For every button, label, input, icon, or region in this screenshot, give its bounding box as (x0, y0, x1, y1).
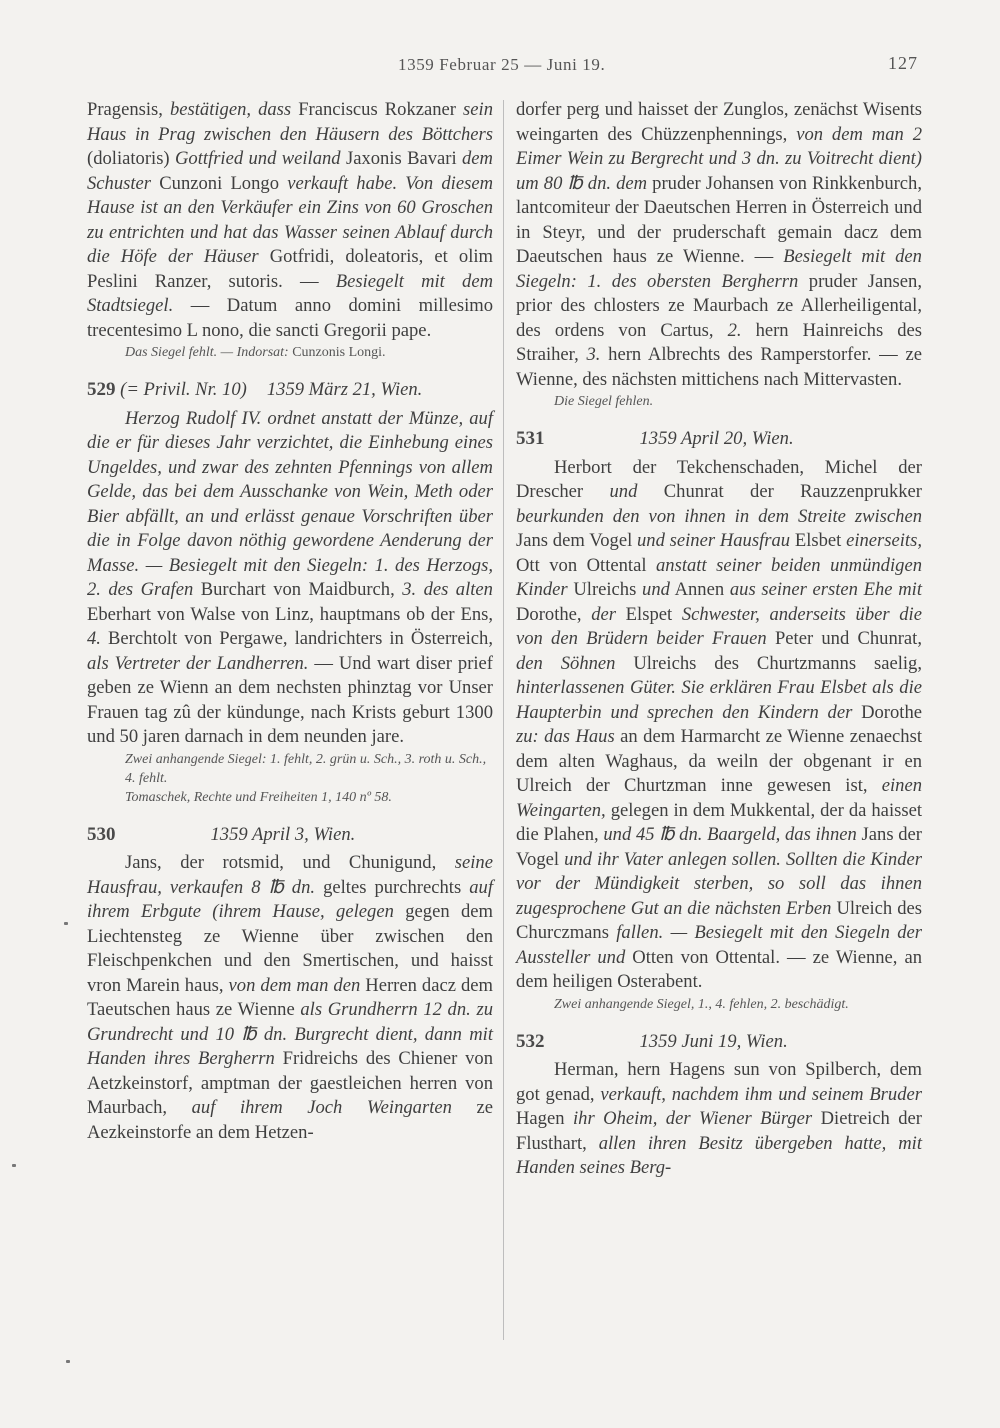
text-run: Cunzoni Longo (151, 172, 288, 194)
italic-text-run: einerseits, (846, 530, 922, 551)
left-column (87, 98, 493, 1145)
italic-text-run: 4. (87, 628, 101, 649)
right-column (516, 98, 922, 1181)
italic-text-run: zu: das Haus (516, 726, 615, 747)
column-divider (503, 100, 504, 1340)
text-run: hern Hainreichs des Straiher, (516, 319, 922, 365)
page-number: 127 (888, 53, 918, 73)
entry-number: 529 (87, 379, 116, 400)
italic-text-run: der (591, 603, 617, 625)
entry-date: 1359 März 21, Wien. (266, 379, 423, 400)
text-run: Jans der Vogel (516, 824, 922, 870)
text-run: ze Aezkeinstorfe an dem Hetzen- (87, 1097, 494, 1143)
italic-text-run: und ihr Vater anlegen sollen. Sollten die Kinder vor der Mündigkeit sterben, so soll das ihnen zugesprochene Gut an die nächsten Erben (516, 848, 922, 919)
text-run: Hagen (516, 1108, 573, 1129)
text-run: — Und wart diser prief geben ze Wienn an dem nechsten phinztag vor Unser Frauen tag zû der kündunge, nach Krists geburt 1300 und 50 jaren darnach in dem neunden jare. (87, 652, 493, 747)
entry-532-heading (516, 1030, 922, 1055)
text-run: Herren dacz dem Taeutschen haus ze Wienne (87, 974, 493, 1020)
text-run: gegen dem Liechtensteg ze Wienne über zwischen den Fleischpenkchen und den Smertischen, und haisst vron Marein haus, (87, 901, 493, 996)
entry-number: 532 (516, 1030, 545, 1052)
entry-528-continuation (87, 98, 493, 343)
italic-text-run: Herzog Rudolf IV. ordnet anstatt der Münze, auf die er für dieses Jahr verzichtet, die Einhebung eines Ungeldes, und zwar des zehnten Pfennings von allem Gelde, das bei dem Ausschanke von Wein, Meth oder Bier abfällt, an und erlässt genaue Vorschriften über die in Folge davon nöthig gewordene Aenderung der Masse. — Besiegelt mit den Siegeln: 1. des Herzogs, 2. des Grafen (87, 407, 493, 600)
entry-528-note: Das Siegel fehlt. — Indorsat: Cunzonis Longi. (125, 345, 386, 360)
italic-text-run: und (609, 481, 638, 502)
italic-text-run: 3. (586, 344, 601, 365)
italic-text-run: als Vertreter der Landherren. (87, 652, 309, 674)
italic-text-run: anstatt seiner beiden unmündigen Kinder (516, 554, 922, 600)
italic-text-run: dem Schuster (87, 148, 493, 194)
italic-text-run: Besiegelt mit dem Stadtsiegel. (87, 270, 493, 316)
italic-text-run: einen Weingarten, (516, 775, 922, 821)
italic-text-run: auf ihrem Erbgute (ihrem Hause, gelegen (87, 876, 493, 922)
text-run: Jans dem Vogel (516, 530, 637, 551)
italic-text-run: hinterlassenen Güter. Sie erklären Frau Elsbet als die Haupterbin und sprechen den Kindern der (516, 677, 922, 723)
entry-529-note: Zwei anhangende Siegel: 1. fehlt, 2. grün u. Sch., 3. roth u. Sch., 4. fehlt. (125, 751, 487, 786)
italic-text-run: auf ihrem Joch Weingarten (191, 1097, 452, 1118)
entry-number: 531 (516, 428, 545, 449)
paper-speck (66, 1360, 70, 1363)
text-run: Herbort der Tekchenschaden, Michel der Drescher (516, 456, 922, 502)
italic-text-run: Gottfried und weiland (174, 148, 341, 169)
italic-text-run: 2. (727, 319, 742, 341)
text-run: Dietreich der Flusthart, (516, 1108, 922, 1154)
text-run: geltes purchrechts (315, 876, 470, 898)
entry-date: 1359 April 3, Wien. (210, 823, 356, 845)
text-run: Annen (669, 579, 730, 600)
text-run: Elsbet (790, 530, 847, 551)
italic-text-run: als Grundherrn 12 dn. zu Grundrecht und 10 ℔ dn. Burgrecht dient, dann mit Handen ihres Bergherrn (87, 999, 493, 1069)
text-run: Pragensis, (87, 99, 170, 120)
text-run: Dorothe, (516, 603, 592, 625)
entry-531-note: Zwei anhangende Siegel, 1., 4. fehlen, 2. beschädigt. (554, 996, 849, 1012)
entry-530-continuation (516, 98, 922, 392)
entry-529-heading (87, 378, 493, 403)
entry-530-heading (87, 823, 493, 848)
running-header (0, 55, 1000, 79)
text-run: Ulreichs (567, 579, 643, 600)
italic-text-run: seine Hausfrau, verkaufen 8 ℔ dn. (87, 852, 493, 898)
text-run: Jans, der rotsmid, und Chunigund, (125, 852, 455, 873)
text-run: Ott von Ottental (516, 554, 656, 576)
text-run: Chunrat der Rauzzenprukker (637, 481, 922, 502)
entry-reference: (= Privil. Nr. 10) (120, 379, 247, 400)
text-run: hern Albrechts des Ramperstorfer. — ze Wienne, des nächsten mittichens nach Mittervasten. (516, 344, 922, 390)
entry-529-body (87, 407, 493, 750)
italic-text-run: und seiner Hausfrau (637, 530, 791, 551)
text-run: Eberhart von Walse von Linz, hauptmans ob der Ens, (87, 603, 493, 625)
paper-speck (64, 922, 68, 925)
text-run: — Datum anno domini millesimo trecentesimo L nono, die sancti Gregorii pape. (87, 295, 493, 341)
text-run: Franciscus Rokzaner (291, 99, 464, 120)
entry-531-body (516, 456, 922, 995)
entry-530-note: Die Siegel fehlen. (554, 394, 654, 409)
text-run: Otten von Ottental. — ze Wienne, an dem heiligen Osterabent. (516, 946, 922, 992)
running-title: 1359 Februar 25 — Juni 19. (398, 55, 606, 74)
italic-text-run: allen ihren Besitz übergeben hatte, mit Handen seines Berg- (516, 1132, 922, 1178)
entry-530-body (87, 851, 493, 1145)
italic-text-run: von dem man den (228, 974, 361, 996)
entry-532-body (516, 1058, 922, 1181)
entry-529-reference-note: Tomaschek, Rechte und Freiheiten 1, 140 nº 58. (125, 789, 392, 805)
text-run: (doliatoris) (87, 148, 175, 169)
italic-text-run: Besiegelt mit den Siegeln: 1. des obersten Bergherrn (516, 246, 922, 292)
text-run: Elspet (616, 603, 682, 625)
text-run: pruder Jansen, prior des chlosters ze Maurbach ze Allerheiligental, des ordens von Cartus, (516, 270, 922, 341)
text-run: Ulreich des Churczmans (516, 897, 922, 943)
italic-text-run: bestätigen, dass (169, 99, 292, 120)
text-run: dorfer perg und haisset der Zunglos, zenächst Wisents weingarten des Chüzzenphennings, (516, 99, 922, 145)
italic-text-run: und (642, 579, 670, 600)
text-run: Ulreichs des Churtzmanns saelig, (615, 652, 922, 674)
text-run: Herman, hern Hagens sun von Spilberch, dem got genad, (516, 1059, 922, 1105)
text-run: Fridreichs des Chiener von Aetzkeinstorf, amptman der gaestleichen herren von Maurbach, (87, 1048, 493, 1118)
italic-text-run: ihr Oheim, der Wiener Bürger (572, 1108, 813, 1129)
italic-text-run: verkauft, nachdem ihm und seinem Bruder (600, 1083, 922, 1105)
italic-text-run: Schwester, anderseits über die von den Brüdern beider Frauen (516, 603, 922, 649)
text-run: Jaxonis Bavari (340, 148, 462, 169)
text-run: pruder Johansen von Rinkkenburch, lantcomiteur der Daeutschen Herren in Österreich und in Steyr, und der pruderschaft gemain dacz dem Daeutschen haus ze Wienne. — (516, 172, 923, 267)
text-run: an dem Harmarcht ze Wienne zenaechst dem alten Waghaus, da weiln der obgenant ir en Ulreich der Churtzman inne gewesen ist, (516, 726, 922, 796)
italic-text-run: verkauft habe. Von diesem Hause ist an den Verkäufer ein Zins von 60 Groschen zu entrichten und hat das Wasser seinen Ablauf durch die Höfe der Häuser (87, 172, 493, 267)
entry-number: 530 (87, 823, 116, 845)
italic-text-run: von dem man 2 Eimer Wein zu Bergrecht und 3 dn. zu Voitrecht dient) um 80 ℔ dn. dem (516, 123, 922, 194)
entry-date: 1359 April 20, Wien. (639, 428, 794, 449)
entry-531-heading (516, 427, 922, 452)
italic-text-run: den Söhnen (516, 652, 616, 674)
text-run: Burchart von Maidburch, (193, 579, 403, 600)
text-run: Gotfridi, doleatoris, et olim Peslini Ranzer, sutoris. — (87, 246, 493, 292)
text-run: Peter und Chunrat, (766, 628, 923, 649)
italic-text-run: fallen. — Besiegelt mit den Siegeln der Aussteller und (516, 922, 922, 968)
italic-text-run: aus seiner ersten Ehe mit (729, 579, 922, 600)
italic-text-run: sein Haus in Prag zwischen den Häusern des Böttchers (87, 99, 493, 145)
italic-text-run: 3. des alten (402, 579, 493, 600)
text-run: gelegen in dem Mukkental, der da haisset die Plahen, (516, 799, 922, 845)
entry-date: 1359 Juni 19, Wien. (639, 1030, 788, 1052)
italic-text-run: beurkunden den von ihnen in dem Streite zwischen (516, 505, 922, 527)
text-run: Dorothe (852, 701, 922, 723)
italic-text-run: und 45 ℔ dn. Baargeld, das ihnen (603, 824, 857, 845)
text-run: Berchtolt von Pergawe, landrichters in Österreich, (100, 628, 493, 649)
paper-speck (12, 1164, 16, 1167)
